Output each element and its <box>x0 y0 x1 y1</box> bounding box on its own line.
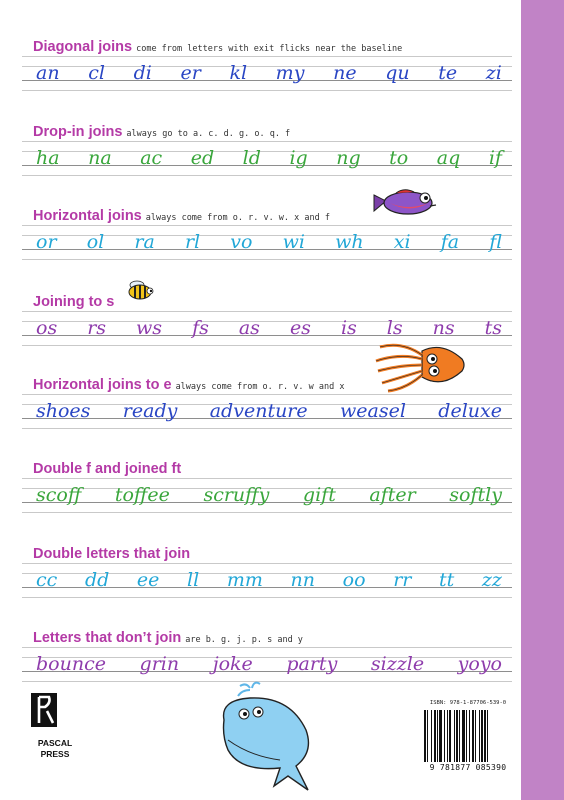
practice-word: scruffy <box>203 484 270 506</box>
section-description: always come from o. r. v. w. x and f <box>145 213 330 223</box>
publisher-line2: PRESS <box>40 749 70 759</box>
section-title: Double letters that join <box>33 546 191 562</box>
section-title: Joining to s <box>33 294 115 310</box>
practice-word: yoyo <box>457 653 502 675</box>
practice-word: as <box>238 317 260 339</box>
practice-word: tt <box>439 569 455 591</box>
section-description: always come from o. r. v. w and x <box>175 382 345 392</box>
section-title: Letters that don’t join <box>33 630 182 646</box>
barcode-block <box>422 700 514 780</box>
section-description: always go to a. c. d. g. o. q. f <box>126 129 291 139</box>
practice-word: ns <box>432 317 455 339</box>
practice-word: es <box>289 317 311 339</box>
practice-word: wh <box>335 231 364 253</box>
practice-word: wi <box>282 231 305 253</box>
practice-word: dd <box>84 569 110 591</box>
practice-word: ll <box>187 569 200 591</box>
word-row <box>22 653 512 675</box>
side-color-band <box>521 0 564 800</box>
word-row <box>22 231 512 253</box>
practice-word: cc <box>36 569 58 591</box>
practice-word: joke <box>212 653 253 675</box>
section-title: Double f and joined ft <box>33 461 182 477</box>
practice-word: na <box>88 147 112 169</box>
word-row <box>22 569 512 591</box>
section-heading <box>33 627 303 646</box>
practice-word: an <box>36 62 60 84</box>
practice-word: zi <box>485 62 502 84</box>
logo-mark <box>31 693 57 727</box>
practice-word: fa <box>440 231 460 253</box>
practice-word: if <box>488 147 502 169</box>
practice-word: fs <box>192 317 209 339</box>
practice-word: my <box>275 62 305 84</box>
section-title: Horizontal joins <box>33 208 142 224</box>
practice-word: er <box>180 62 201 84</box>
practice-word: shoes <box>36 400 91 422</box>
practice-word: softly <box>449 484 502 506</box>
practice-word: toffee <box>114 484 170 506</box>
practice-word: weasel <box>340 400 406 422</box>
practice-word: ld <box>242 147 261 169</box>
practice-word: aq <box>436 147 461 169</box>
word-row <box>22 484 512 506</box>
practice-word: fl <box>489 231 502 253</box>
practice-word: to <box>389 147 409 169</box>
word-row <box>22 317 512 339</box>
purple-fish-icon <box>370 187 442 219</box>
section-heading <box>33 121 290 140</box>
practice-word: deluxe <box>438 400 502 422</box>
practice-word: grin <box>139 653 180 675</box>
section-description: come from letters with exit flicks near the baseline <box>136 44 403 54</box>
section-heading <box>33 543 194 562</box>
section-title: Horizontal joins to e <box>33 377 172 393</box>
practice-word: ls <box>386 317 403 339</box>
practice-word: ed <box>190 147 215 169</box>
squid-icon <box>372 337 468 393</box>
practice-word: ha <box>36 147 60 169</box>
practice-word: mm <box>226 569 263 591</box>
barcode <box>422 710 514 762</box>
practice-word: ready <box>122 400 178 422</box>
practice-word: ig <box>289 147 308 169</box>
practice-word: rr <box>393 569 412 591</box>
practice-word: after <box>369 484 416 506</box>
practice-word: or <box>36 231 57 253</box>
barcode-digits: 9 781877 085390 <box>429 763 507 772</box>
practice-word: bounce <box>36 653 106 675</box>
word-row <box>22 62 512 84</box>
practice-word: party <box>286 653 338 675</box>
practice-word: scoff <box>36 484 82 506</box>
practice-word: is <box>340 317 357 339</box>
section-heading <box>33 36 402 55</box>
practice-word: os <box>36 317 58 339</box>
practice-word: te <box>438 62 458 84</box>
section-heading <box>33 205 330 224</box>
practice-word: nn <box>290 569 316 591</box>
practice-word: ws <box>136 317 163 339</box>
section-heading <box>33 374 344 393</box>
practice-word: di <box>133 62 152 84</box>
practice-word: rl <box>184 231 201 253</box>
practice-word: ol <box>86 231 105 253</box>
isbn-label: ISBN: 978-1-87706-539-0 <box>429 700 507 706</box>
bee-icon <box>123 279 157 301</box>
practice-word: ra <box>134 231 155 253</box>
word-row <box>22 400 512 422</box>
practice-word: ee <box>136 569 160 591</box>
practice-word: ac <box>140 147 163 169</box>
practice-word: vo <box>230 231 253 253</box>
section-title: Drop-in joins <box>33 124 123 140</box>
whale-icon <box>210 680 330 795</box>
practice-word: ts <box>484 317 502 339</box>
practice-word: ng <box>336 147 361 169</box>
publisher-line1: PASCAL <box>37 738 73 748</box>
section-description: are b. g. j. p. s and y <box>185 635 303 645</box>
word-row <box>22 147 512 169</box>
publisher-name <box>25 738 85 760</box>
practice-word: rs <box>87 317 107 339</box>
practice-word: zz <box>481 569 502 591</box>
practice-word: sizzle <box>370 653 425 675</box>
practice-word: ne <box>333 62 357 84</box>
practice-word: oo <box>342 569 366 591</box>
practice-word: qu <box>385 62 410 84</box>
practice-word: cl <box>88 62 105 84</box>
section-heading <box>33 291 118 310</box>
practice-word: kl <box>229 62 248 84</box>
practice-word: adventure <box>209 400 308 422</box>
practice-word: xi <box>393 231 411 253</box>
practice-word: gift <box>302 484 336 506</box>
section-heading <box>33 458 185 477</box>
section-title: Diagonal joins <box>33 39 133 55</box>
